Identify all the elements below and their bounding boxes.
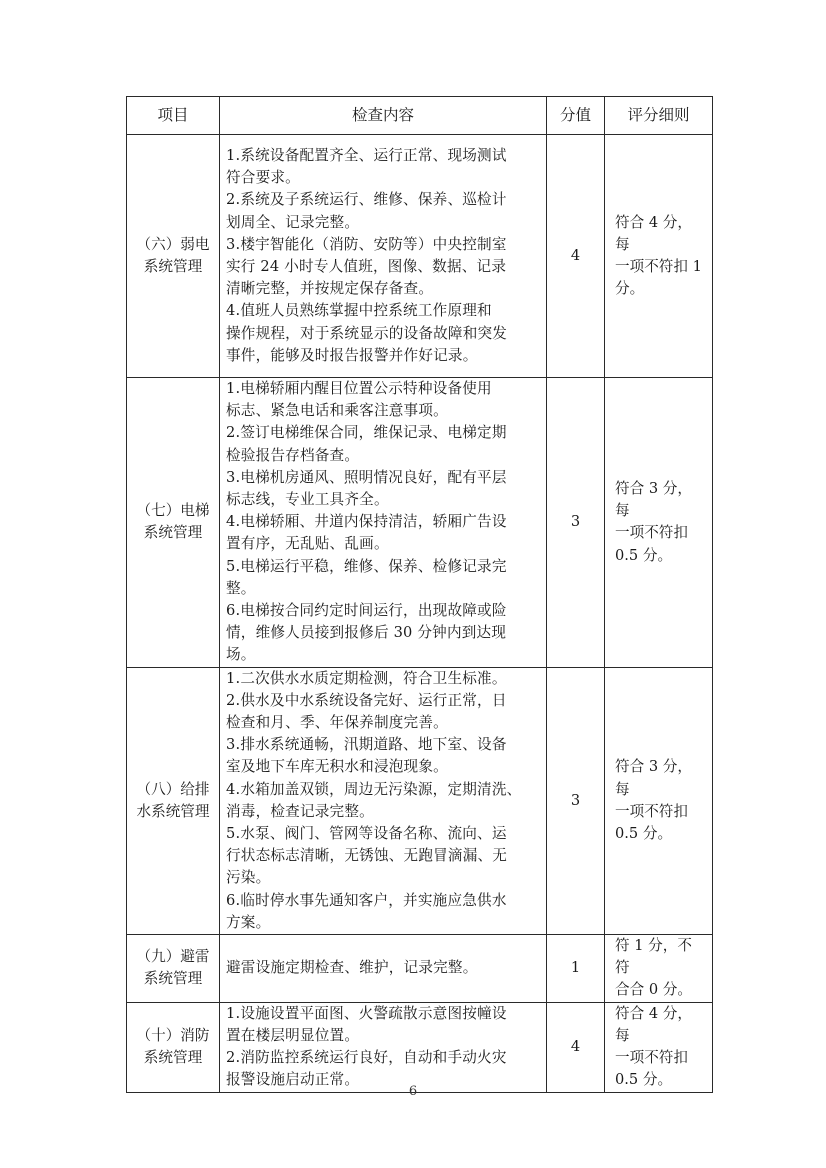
content-line: 3.排水系统通畅，汛期道路、地下室、设备 bbox=[226, 736, 507, 754]
rule-line: 符合 3 分，每 bbox=[615, 758, 692, 798]
content-cell bbox=[220, 1002, 547, 1092]
score-cell: 3 bbox=[547, 667, 605, 934]
content-line: 4.值班人员熟练掌握中控系统工作原理和 bbox=[226, 302, 492, 320]
content-line: 2.签订电梯维保合同，维保记录、电梯定期 bbox=[226, 424, 507, 442]
content-line: 事件，能够及时报告报警并作好记录。 bbox=[226, 346, 478, 364]
item-cell bbox=[127, 667, 220, 934]
content-cell bbox=[220, 667, 547, 934]
content-line: 1.设施设置平面图、火警疏散示意图按幢设 bbox=[226, 1004, 507, 1022]
table-row bbox=[127, 1002, 713, 1092]
rule-line: 符 1 分，不符 bbox=[615, 937, 692, 977]
content-line: 清晰完整，并按规定保存备查。 bbox=[226, 280, 434, 298]
rule-line: 符合 3 分，每 bbox=[615, 479, 692, 520]
table-row bbox=[127, 378, 713, 668]
rule-line: 0.5 分。 bbox=[615, 825, 673, 843]
content-line: 方案。 bbox=[226, 913, 271, 931]
score-cell: 4 bbox=[547, 1002, 605, 1092]
header-rule: 评分细则 bbox=[605, 97, 713, 135]
rule-cell bbox=[605, 135, 713, 378]
content-line: 1.二次供水水质定期检测，符合卫生标准。 bbox=[226, 669, 507, 687]
content-cell bbox=[220, 378, 547, 668]
table-row bbox=[127, 135, 713, 378]
content-line: 室及地下车库无积水和浸泡现象。 bbox=[226, 758, 448, 776]
rule-line: 合合 0 分。 bbox=[615, 981, 692, 999]
content-line: 检验报告存档备查。 bbox=[226, 446, 360, 464]
item-line: （十）消防 bbox=[136, 1026, 210, 1044]
content-cell bbox=[220, 135, 547, 378]
rule-cell bbox=[605, 667, 713, 934]
content-line: 行状态标志清晰，无锈蚀、无跑冒滴漏、无 bbox=[226, 847, 508, 865]
content-line: 场。 bbox=[226, 646, 256, 664]
content-cell bbox=[220, 935, 547, 1003]
content-line: 3.电梯机房通风、照明情况良好，配有平层 bbox=[226, 468, 507, 486]
page-number: 6 bbox=[408, 1084, 418, 1099]
content-line: 置有序，无乱贴、乱画。 bbox=[226, 535, 389, 553]
item-cell bbox=[127, 135, 220, 378]
table-header-row bbox=[127, 97, 713, 135]
rule-line: 符合 4 分，每 bbox=[615, 1004, 692, 1044]
item-line: （八）给排 bbox=[136, 780, 210, 798]
rule-cell bbox=[605, 1002, 713, 1092]
content-line: 3.楼宇智能化（消防、安防等）中央控制室 bbox=[226, 235, 507, 253]
content-line: 4.水箱加盖双锁，周边无污染源，定期清洗、 bbox=[226, 780, 522, 798]
content-line: 污染。 bbox=[226, 869, 271, 887]
item-cell bbox=[127, 378, 220, 668]
content-line: 整。 bbox=[226, 579, 256, 597]
score-cell: 1 bbox=[547, 935, 605, 1003]
content-line: 5.水泵、阀门、管网等设备名称、流向、运 bbox=[226, 825, 507, 843]
header-content: 检查内容 bbox=[220, 97, 547, 135]
header-score: 分值 bbox=[547, 97, 605, 135]
score-cell: 4 bbox=[547, 135, 605, 378]
item-line: （七）电梯 bbox=[136, 502, 210, 520]
content-line: 检查和月、季、年保养制度完善。 bbox=[226, 714, 448, 732]
content-line: 2.消防监控系统运行良好，自动和手动火灾 bbox=[226, 1049, 507, 1067]
table-row bbox=[127, 667, 713, 934]
content-line: 划周全、记录完整。 bbox=[226, 213, 360, 231]
item-line: （九）避雷 bbox=[136, 948, 210, 966]
rule-line: 一项不符扣 bbox=[615, 524, 688, 542]
content-line: 避雷设施定期检查、维护，记录完整。 bbox=[226, 959, 478, 977]
inspection-table bbox=[126, 96, 713, 1093]
rule-line: 一项不符扣 bbox=[615, 802, 688, 820]
content-line: 4.电梯轿厢、井道内保持清洁，轿厢广告设 bbox=[226, 513, 507, 531]
item-line: 系统管理 bbox=[143, 970, 203, 988]
item-line: 系统管理 bbox=[143, 258, 203, 275]
rule-line: 符合 4 分，每 bbox=[615, 213, 692, 253]
score-cell: 3 bbox=[547, 378, 605, 668]
content-line: 标志线，专业工具齐全。 bbox=[226, 491, 389, 509]
content-line: 情，维修人员接到报修后 30 分钟内到达现 bbox=[226, 624, 507, 642]
rule-line: 一项不符扣 bbox=[615, 1049, 688, 1067]
rule-cell bbox=[605, 378, 713, 668]
rule-line: 0.5 分。 bbox=[615, 1071, 673, 1089]
header-item: 项目 bbox=[127, 97, 220, 135]
content-line: 消毒，检查记录完整。 bbox=[226, 802, 374, 820]
item-line: （六）弱电 bbox=[136, 235, 210, 253]
rule-cell bbox=[605, 935, 713, 1003]
item-line: 系统管理 bbox=[143, 524, 203, 542]
content-line: 操作规程，对于系统显示的设备故障和突发 bbox=[226, 324, 508, 342]
content-line: 1.系统设备配置齐全、运行正常、现场测试 bbox=[226, 146, 507, 164]
content-line: 置在楼层明显位置。 bbox=[226, 1026, 360, 1044]
item-cell bbox=[127, 1002, 220, 1092]
rule-line: 0.5 分。 bbox=[615, 546, 673, 564]
content-line: 实行 24 小时专人值班，图像、数据、记录 bbox=[226, 258, 507, 275]
item-line: 水系统管理 bbox=[136, 802, 210, 820]
content-line: 符合要求。 bbox=[226, 169, 300, 187]
content-line: 2.供水及中水系统设备完好、运行正常，日 bbox=[226, 691, 507, 709]
content-line: 5.电梯运行平稳，维修、保养、检修记录完 bbox=[226, 557, 507, 575]
content-line: 6.电梯按合同约定时间运行，出现故障或险 bbox=[226, 602, 507, 620]
rule-line: 分。 bbox=[615, 280, 645, 298]
content-line: 2.系统及子系统运行、维修、保养、巡检计 bbox=[226, 191, 507, 209]
table-row bbox=[127, 935, 713, 1003]
content-line: 6.临时停水事先通知客户，并实施应急供水 bbox=[226, 891, 507, 909]
content-line: 1.电梯轿厢内醒目位置公示特种设备使用 bbox=[226, 380, 492, 397]
content-line: 标志、紧急电话和乘客注意事项。 bbox=[226, 402, 448, 420]
item-line: 系统管理 bbox=[143, 1049, 203, 1067]
content-line: 报警设施启动正常。 bbox=[226, 1071, 360, 1089]
rule-line: 一项不符扣 1 bbox=[615, 258, 702, 275]
item-cell bbox=[127, 935, 220, 1003]
